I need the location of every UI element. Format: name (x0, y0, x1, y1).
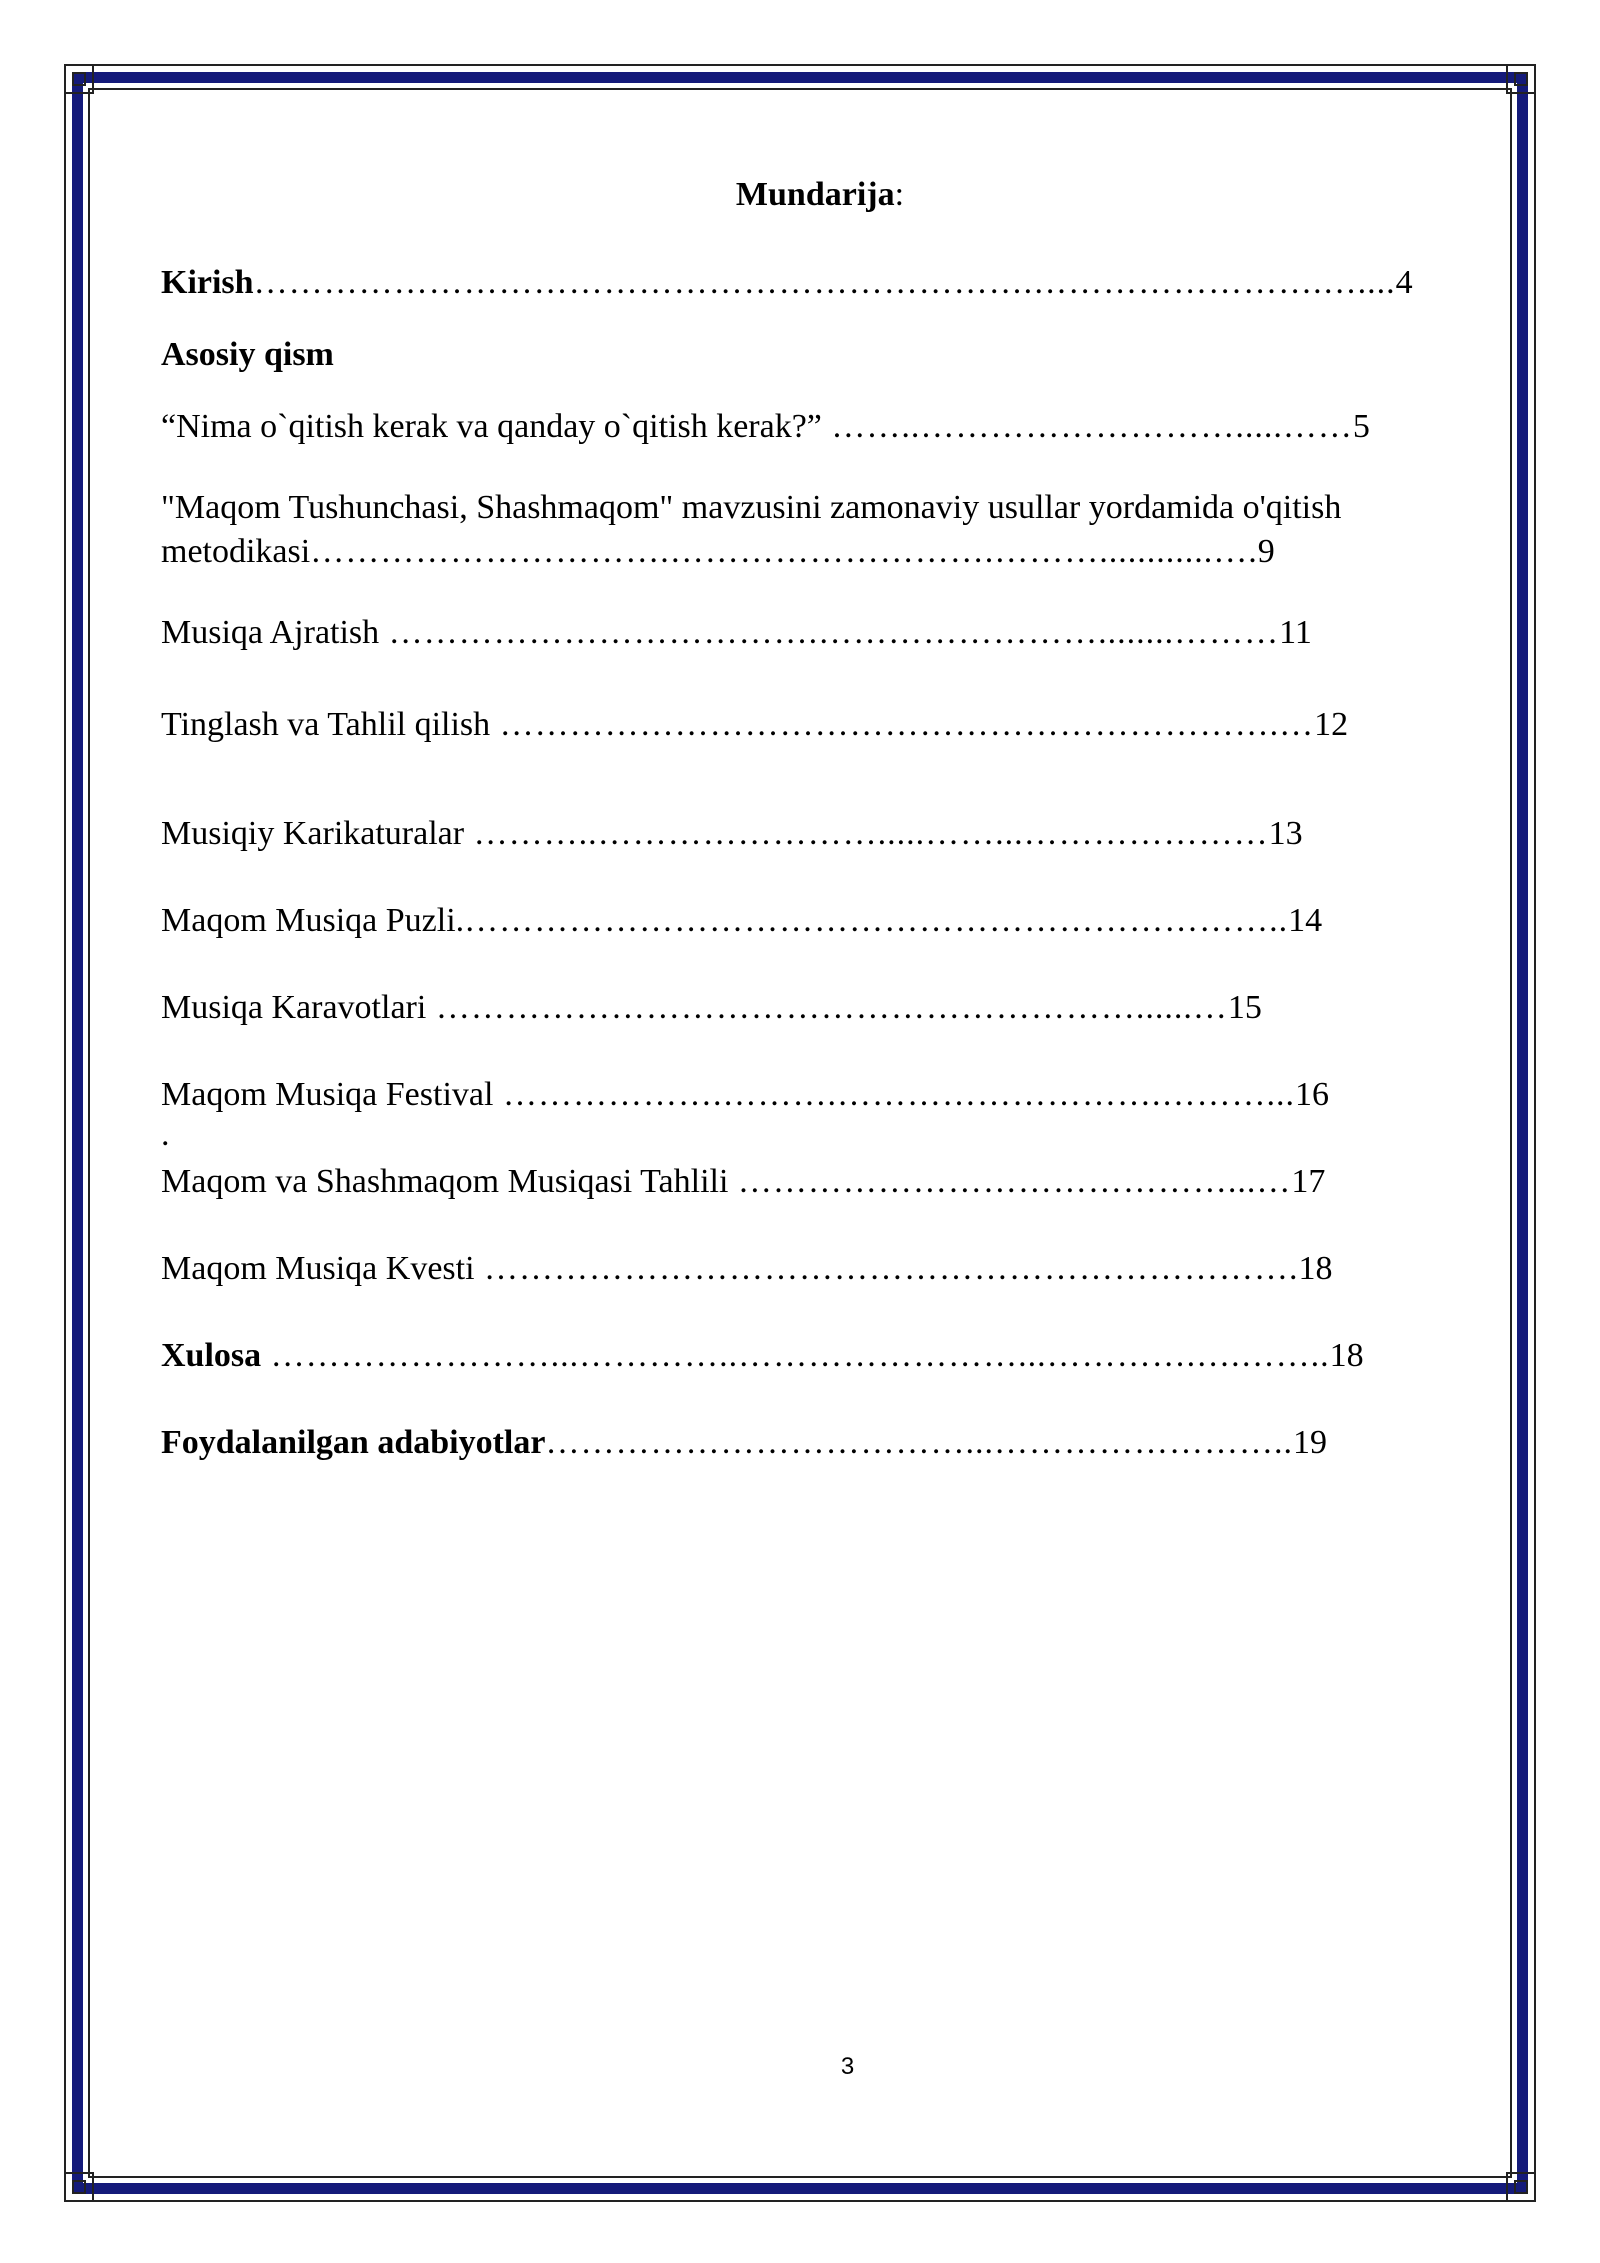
toc-entry-title: Musiqa Ajratish (161, 614, 380, 651)
toc-entry-title: Maqom Musiqa Puzli. (161, 902, 465, 939)
toc-page-number: 9 (1257, 533, 1275, 570)
page-title: Mundarija: (735, 176, 905, 213)
toc-page-number: 19 (1292, 1424, 1327, 1461)
toc-entry-title: Kirish (161, 264, 254, 301)
toc-leader: ……………………………………………………………. (474, 1250, 1299, 1287)
toc-entry-title: "Maqom Tushunchasi, Shashmaqom" mavzusini zamonaviy usullar yordamida o'qitish (161, 489, 1342, 526)
toc-entry-line1[interactable] (161, 486, 1341, 530)
toc-leader: ………………………….……………………….………............…. (310, 533, 1258, 570)
toc-entry[interactable] (161, 1073, 1329, 1117)
toc-entry-title: Tinglash va Tahlil qilish (161, 706, 491, 743)
toc-entry-title: Musiqiy Karikaturalar (161, 815, 465, 852)
page-number: 3 (840, 2053, 855, 2080)
toc-entry[interactable] (161, 899, 1322, 943)
toc-page-number: 18 (1298, 1250, 1333, 1287)
toc-entry[interactable] (161, 1421, 1327, 1465)
toc-entry[interactable] (161, 611, 1312, 655)
toc-entry[interactable] (161, 405, 1370, 449)
toc-page-number: 12 (1314, 706, 1349, 743)
toc-entry[interactable] (161, 703, 1348, 747)
toc-leader: ………..…………………….....……...………………… (464, 815, 1269, 852)
toc-entry[interactable] (161, 261, 1413, 305)
toc-entry-title: Foydalanilgan adabiyotlar (161, 1424, 546, 1461)
toc-leader: ……..……………………….....…… (821, 408, 1353, 445)
toc-page-number: 17 (1291, 1163, 1326, 1200)
toc-entry[interactable] (161, 1247, 1333, 1291)
toc-entry-title: metodikasi (161, 533, 311, 570)
toc-entry[interactable] (161, 1334, 1364, 1378)
toc-leader: ………………………………………………………….…………………….….... (253, 264, 1396, 301)
toc-entry-title: Xulosa (161, 1337, 262, 1374)
toc-entry-title: Asosiy qism (161, 336, 334, 373)
toc-leader: ……………….……….……………………….………... (493, 1076, 1295, 1113)
toc-page-number: 14 (1288, 902, 1323, 939)
border-corner-ornament (1506, 2172, 1536, 2202)
stray-dot: . (161, 1116, 170, 1153)
toc-entry-title: Musiqa Karavotlari (161, 989, 427, 1026)
toc-entry[interactable] (161, 530, 1275, 574)
toc-page-number: 5 (1352, 408, 1370, 445)
toc-page-number: 11 (1279, 614, 1312, 651)
toc-section-heading (161, 333, 334, 377)
toc-entry-title: Maqom Musiqa Festival (161, 1076, 494, 1113)
toc-leader: ……………………………………...… (728, 1163, 1292, 1200)
border-corner-ornament (64, 64, 94, 94)
toc-page-number: 15 (1227, 989, 1262, 1026)
toc-entry-title: Maqom va Shashmaqom Musiqasi Tahlili (161, 1163, 729, 1200)
toc-entry[interactable] (161, 812, 1303, 856)
toc-leader: ……………………………….……………………........……… (379, 614, 1280, 651)
toc-leader: ………………………………...…………………….. (545, 1424, 1293, 1461)
border-corner-ornament (1506, 64, 1536, 94)
toc-entry[interactable] (161, 986, 1262, 1030)
toc-leader: ……………………………………………………......… (426, 989, 1228, 1026)
page-border-inner (88, 88, 1512, 2178)
toc-page-number: 13 (1268, 815, 1303, 852)
toc-page-number: 16 (1294, 1076, 1329, 1113)
toc-leader: ………………………………………………………….… (490, 706, 1315, 743)
toc-leader: ……………………...…………..……………………...………….….…….. (261, 1337, 1330, 1374)
toc-entry[interactable] (161, 1160, 1325, 1204)
toc-leader: …………………………………………………………….. (464, 902, 1289, 939)
toc-entry-title: Maqom Musiqa Kvesti (161, 1250, 475, 1287)
toc-entry-title: “Nima o`qitish kerak va qanday o`qitish kerak?” (161, 408, 822, 445)
toc-page-number: 18 (1329, 1337, 1364, 1374)
toc-page-number: 4 (1395, 264, 1413, 301)
border-corner-ornament (64, 2172, 94, 2202)
